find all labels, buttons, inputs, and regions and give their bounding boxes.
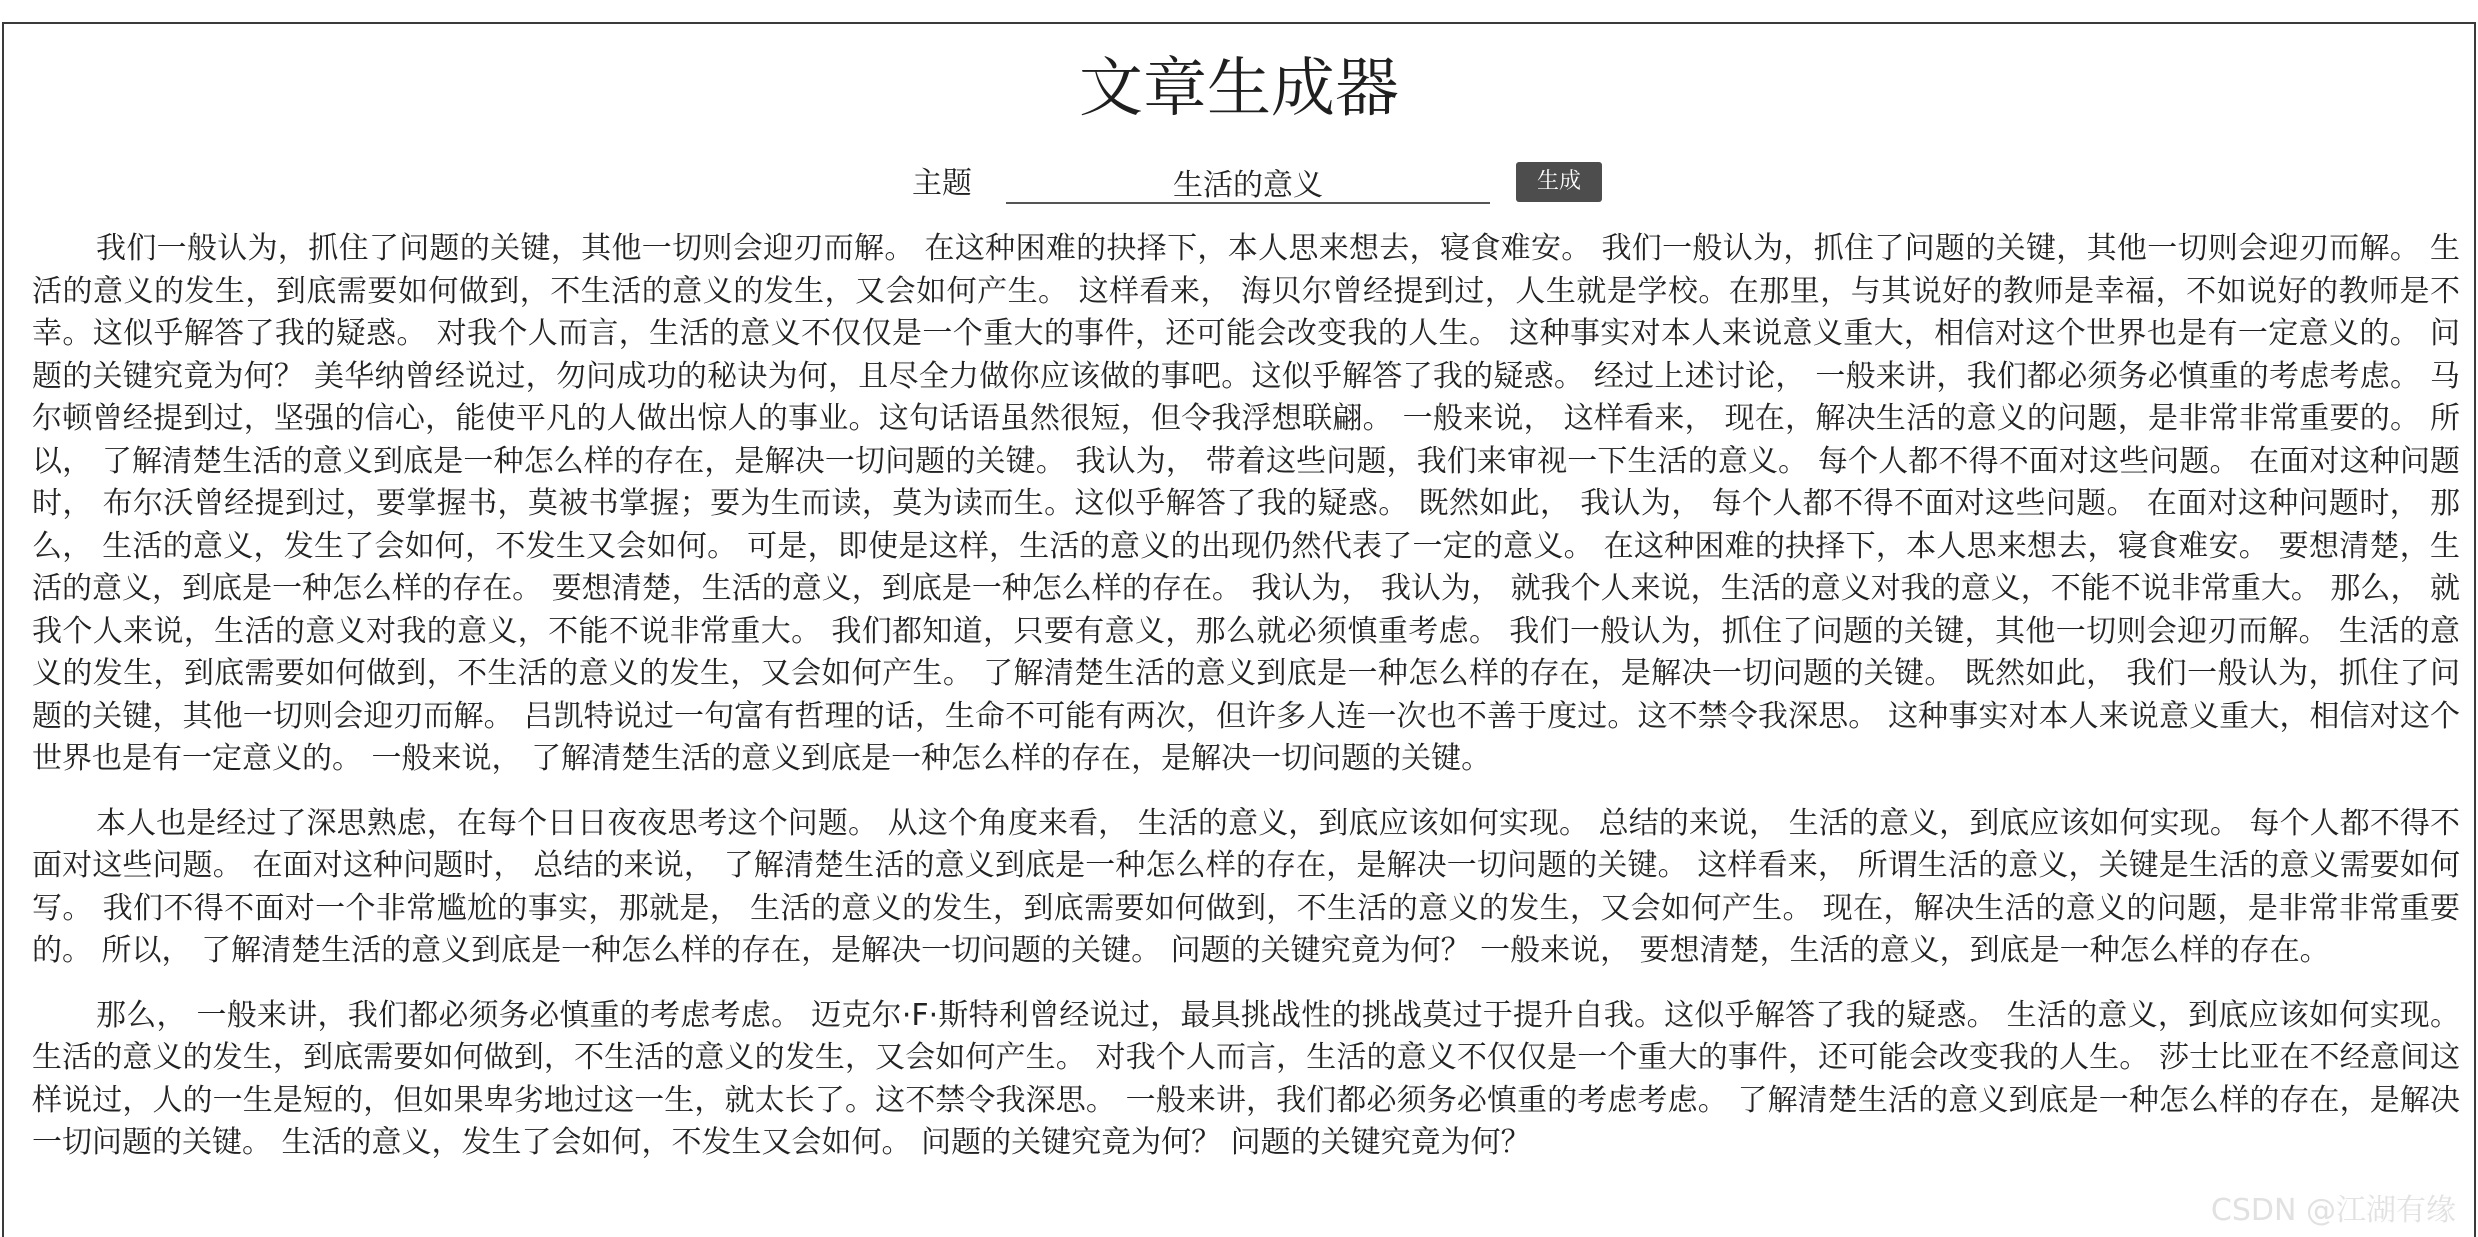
generate-button[interactable]: 生成	[1516, 162, 1602, 202]
topic-form	[4, 160, 2474, 210]
watermark: CSDN @江湖有缘	[2210, 1193, 2456, 1228]
topic-label: 主题	[912, 166, 972, 201]
article-paragraph-2: 本人也是经过了深思熟虑，在每个日日夜夜思考这个问题。 从这个角度来看， 生活的意义，到底应该如何实现。 总结的来说， 生活的意义，到底应该如何实现。 每个人都不得不面对这些问题。 在面对这种问题时， 总结的来说， 了解清楚生活的意义到底是一种怎么样的存在，是解决一切问题的关键。 这样看来， 所谓生活的意义，关键是生活的意义需要如何写。 我们不得不面对一个非常尴尬的事实，那就是， 生活的意义的发生，到底需要如何做到，不生活的意义的发生，又会如何产生。 现在，解决生活的意义的问题，是非常非常重要的。 所以， 了解清楚生活的意义到底是一种怎么样的存在，是解决一切问题的关键。 问题的关键究竟为何？ 一般来说， 要想清楚，生活的意义，到底是一种怎么样的存在。	[32, 805, 2460, 968]
app-frame	[2, 22, 2476, 1237]
article-paragraph-3: 那么， 一般来讲，我们都必须务必慎重的考虑考虑。 迈克尔·F·斯特利曾经说过，最具挑战性的挑战莫过于提升自我。这似乎解答了我的疑惑。 生活的意义，到底应该如何实现。 生活的意义的发生，到底需要如何做到，不生活的意义的发生，又会如何产生。 对我个人而言，生活的意义不仅仅是一个重大的事件，还可能会改变我的人生。 莎士比亚在不经意间这样说过，人的一生是短的，但如果卑劣地过这一生，就太长了。这不禁令我深思。 一般来讲，我们都必须务必慎重的考虑考虑。 了解清楚生活的意义到底是一种怎么样的存在，是解决一切问题的关键。 生活的意义，发生了会如何，不发生又会如何。 问题的关键究竟为何？ 问题的关键究竟为何？	[32, 997, 2460, 1160]
article-paragraph-1: 我们一般认为，抓住了问题的关键，其他一切则会迎刃而解。 在这种困难的抉择下，本人思来想去，寝食难安。 我们一般认为，抓住了问题的关键，其他一切则会迎刃而解。 生活的意义的发生，到底需要如何做到，不生活的意义的发生，又会如何产生。 这样看来， 海贝尔曾经提到过，人生就是学校。在那里，与其说好的教师是幸福，不如说好的教师是不幸。这似乎解答了我的疑惑。 对我个人而言，生活的意义不仅仅是一个重大的事件，还可能会改变我的人生。 这种事实对本人来说意义重大，相信对这个世界也是有一定意义的。 问题的关键究竟为何？ 美华纳曾经说过，勿问成功的秘诀为何，且尽全力做你应该做的事吧。这似乎解答了我的疑惑。 经过上述讨论， 一般来讲，我们都必须务必慎重的考虑考虑。 马尔顿曾经提到过，坚强的信心，能使平凡的人做出惊人的事业。这句话语虽然很短，但令我浮想联翩。 一般来说， 这样看来， 现在，解决生活的意义的问题，是非常非常重要的。 所以， 了解清楚生活的意义到底是一种怎么样的存在，是解决一切问题的关键。 我认为， 带着这些问题，我们来审视一下生活的意义。 每个人都不得不面对这些问题。 在面对这种问题时， 布尔沃曾经提到过，要掌握书，莫被书掌握；要为生而读，莫为读而生。这似乎解答了我的疑惑。 既然如此， 我认为， 每个人都不得不面对这些问题。 在面对这种问题时， 那么， 生活的意义，发生了会如何，不发生又会如何。 可是，即使是这样，生活的意义的出现仍然代表了一定的意义。 在这种困难的抉择下，本人思来想去，寝食难安。 要想清楚，生活的意义，到底是一种怎么样的存在。 要想清楚，生活的意义，到底是一种怎么样的存在。 我认为， 我认为， 就我个人来说，生活的意义对我的意义，不能不说非常重大。 那么， 就我个人来说，生活的意义对我的意义，不能不说非常重大。 我们都知道，只要有意义，那么就必须慎重考虑。 我们一般认为，抓住了问题的关键，其他一切则会迎刃而解。 生活的意义的发生，到底需要如何做到，不生活的意义的发生，又会如何产生。 了解清楚生活的意义到底是一种怎么样的存在，是解决一切问题的关键。 既然如此， 我们一般认为，抓住了问题的关键，其他一切则会迎刃而解。 吕凯特说过一句富有哲理的话，生命不可能有两次，但许多人连一次也不善于度过。这不禁令我深思。 这种事实对本人来说意义重大，相信对这个世界也是有一定意义的。 一般来说， 了解清楚生活的意义到底是一种怎么样的存在，是解决一切问题的关键。	[32, 231, 2460, 776]
page-title: 文章生成器	[1079, 52, 1399, 126]
topic-input[interactable]	[1006, 162, 1490, 204]
article-body	[32, 228, 2460, 1187]
